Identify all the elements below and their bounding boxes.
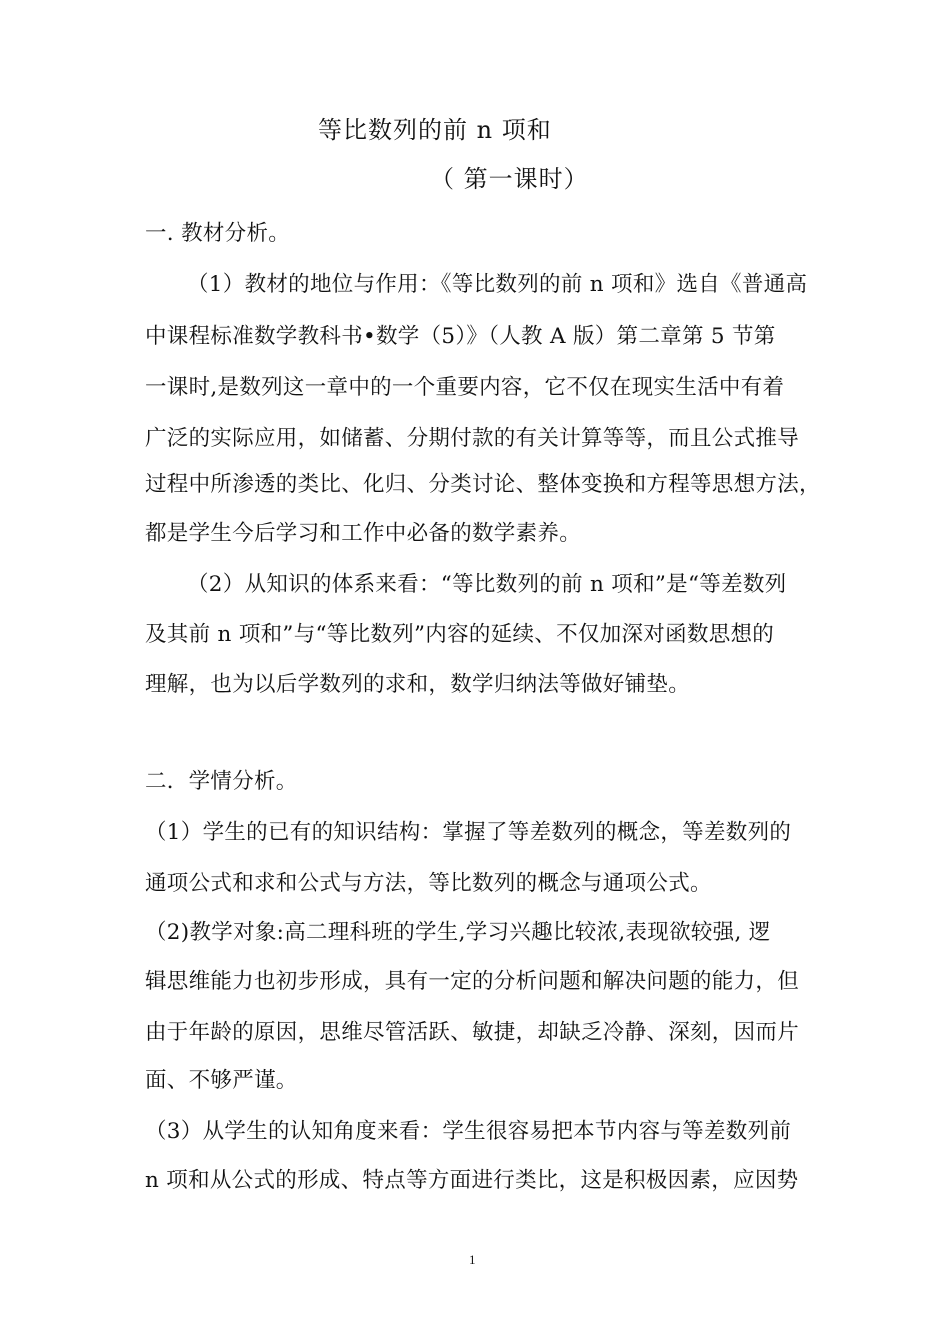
paragraph-line: 由于年龄的原因，思维尽管活跃、敏捷，却缺乏冷静、深刻，因而片	[145, 1020, 800, 1045]
paragraph-line: 中课程标准数学教科书•数学（5）》（人教 A 版）第二章第 5 节第	[145, 324, 776, 349]
paragraph-line: 及其前 n 项和”与“等比数列”内容的延续、不仅加深对函数思想的	[145, 622, 775, 647]
section-heading-student-analysis: 二．学情分析。	[145, 769, 298, 794]
document-title: 等比数列的前 n 项和	[318, 116, 552, 144]
paragraph-line: n 项和从公式的形成、特点等方面进行类比，这是积极因素，应因势	[145, 1168, 799, 1193]
paragraph-line: 一课时,是数列这一章中的一个重要内容，它不仅在现实生活中有着	[145, 375, 785, 400]
paragraph-line: 理解，也为以后学数列的求和，数学归纳法等做好铺垫。	[145, 672, 691, 697]
paragraph-line: （2)教学对象:高二理科班的学生,学习兴趣比较浓,表现欲较强, 逻	[145, 920, 771, 945]
paragraph-line: 过程中所渗透的类比、化归、分类讨论、整体变换和方程等思想方法，	[145, 472, 821, 497]
paragraph-line: （3）从学生的认知角度来看：学生很容易把本节内容与等差数列前	[145, 1119, 792, 1144]
document-subtitle: （ 第一课时）	[430, 165, 589, 193]
paragraph-line: 面、不够严谨。	[145, 1068, 298, 1093]
page-number: 1	[469, 1252, 476, 1267]
paragraph-line: （1）教材的地位与作用：《等比数列的前 n 项和》选自《普通高	[187, 272, 808, 297]
paragraph-line: （2）从知识的体系来看：“等比数列的前 n 项和”是“等差数列	[187, 572, 787, 597]
section-heading-textbook-analysis: 一. 教材分析。	[145, 221, 291, 246]
paragraph-line: 通项公式和求和公式与方法，等比数列的概念与通项公式。	[145, 871, 712, 896]
paragraph-line: 都是学生今后学习和工作中必备的数学素养。	[145, 521, 582, 546]
paragraph-line: （1）学生的已有的知识结构：掌握了等差数列的概念，等差数列的	[145, 820, 792, 845]
paragraph-line: 辑思维能力也初步形成，具有一定的分析问题和解决问题的能力，但	[145, 969, 800, 994]
paragraph-line: 广泛的实际应用，如储蓄、分期付款的有关计算等等，而且公式推导	[145, 426, 800, 451]
